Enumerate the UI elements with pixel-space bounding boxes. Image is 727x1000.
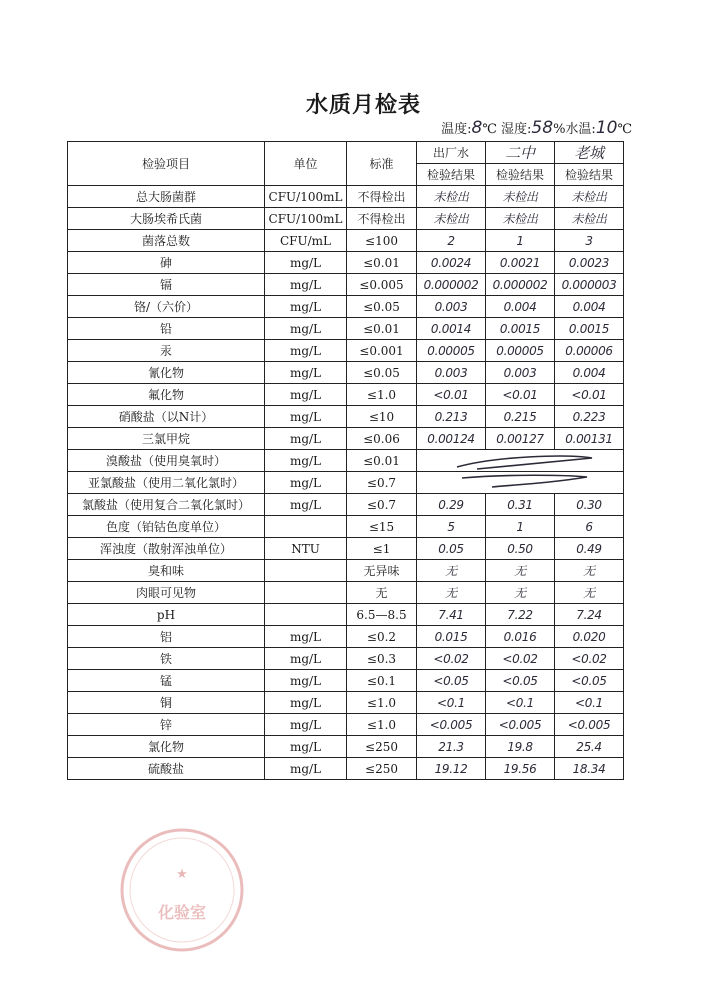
standard-cell: ≤15 — [347, 516, 417, 538]
svg-text:化验室: 化验室 — [157, 903, 207, 922]
result-cell: 0.29 — [417, 494, 486, 516]
result-cell: 1 — [486, 230, 555, 252]
standard-cell: ≤250 — [347, 736, 417, 758]
result-cell: 0.000002 — [417, 274, 486, 296]
item-cell: 浑浊度（散射浑浊单位） — [68, 538, 265, 560]
standard-cell: 无 — [347, 582, 417, 604]
result-cell: 2 — [417, 230, 486, 252]
table-row — [68, 472, 624, 494]
result-cell: 无 — [417, 560, 486, 582]
table-row — [68, 604, 624, 626]
result-cell: 0.0023 — [555, 252, 624, 274]
unit-cell: mg/L — [265, 714, 347, 736]
svg-text:★: ★ — [176, 867, 188, 882]
strike-through-mark — [417, 472, 624, 493]
header-unit: 单位 — [265, 142, 347, 186]
item-cell: 大肠埃希氏菌 — [68, 208, 265, 230]
unit-cell: mg/L — [265, 494, 347, 516]
standard-cell: ≤0.01 — [347, 450, 417, 472]
table-row — [68, 428, 624, 450]
standard-cell: ≤0.2 — [347, 626, 417, 648]
result-cell: 0.30 — [555, 494, 624, 516]
standard-cell: 不得检出 — [347, 208, 417, 230]
result-cell: <0.005 — [417, 714, 486, 736]
standard-cell: ≤0.001 — [347, 340, 417, 362]
result-cell: 5 — [417, 516, 486, 538]
result-cell: 0.0015 — [555, 318, 624, 340]
unit-cell: mg/L — [265, 428, 347, 450]
result-cell: 0.0024 — [417, 252, 486, 274]
result-cell: 0.016 — [486, 626, 555, 648]
result-cell: 无 — [555, 560, 624, 582]
unit-cell: mg/L — [265, 252, 347, 274]
table-row — [68, 274, 624, 296]
unit-cell: mg/L — [265, 318, 347, 340]
unit-cell: mg/L — [265, 692, 347, 714]
result-cell: <0.01 — [486, 384, 555, 406]
unit-cell: CFU/100mL — [265, 186, 347, 208]
standard-cell: 6.5—8.5 — [347, 604, 417, 626]
not-applicable-strike — [417, 472, 624, 494]
unit-cell: CFU/100mL — [265, 208, 347, 230]
result-cell: 0.49 — [555, 538, 624, 560]
result-cell: 21.3 — [417, 736, 486, 758]
header-result-2: 检验结果 — [486, 164, 555, 186]
item-cell: 溴酸盐（使用臭氧时） — [68, 450, 265, 472]
item-cell: 汞 — [68, 340, 265, 362]
result-cell: <0.05 — [417, 670, 486, 692]
result-cell: 3 — [555, 230, 624, 252]
weather-line — [441, 118, 632, 138]
result-cell: 18.34 — [555, 758, 624, 780]
table-row — [68, 758, 624, 780]
result-cell: 未检出 — [486, 186, 555, 208]
result-cell: <0.02 — [486, 648, 555, 670]
unit-cell: mg/L — [265, 758, 347, 780]
table-row — [68, 362, 624, 384]
water-quality-table — [67, 141, 624, 780]
result-cell: 无 — [486, 582, 555, 604]
humidity-unit: % — [553, 122, 566, 137]
result-cell: 0.015 — [417, 626, 486, 648]
item-cell: 硝酸盐（以N计） — [68, 406, 265, 428]
unit-cell: mg/L — [265, 274, 347, 296]
item-cell: 亚氯酸盐（使用二氧化氯时） — [68, 472, 265, 494]
result-cell: 0.05 — [417, 538, 486, 560]
standard-cell: ≤250 — [347, 758, 417, 780]
temperature-label: 温度: — [441, 122, 472, 137]
result-cell: 1 — [486, 516, 555, 538]
table-row — [68, 252, 624, 274]
unit-cell — [265, 516, 347, 538]
header-site-laocheng: 老城 — [555, 142, 624, 164]
item-cell: 三氯甲烷 — [68, 428, 265, 450]
result-cell: 0.004 — [555, 362, 624, 384]
result-cell: <0.01 — [417, 384, 486, 406]
result-cell: 未检出 — [417, 208, 486, 230]
item-cell: 总大肠菌群 — [68, 186, 265, 208]
standard-cell: ≤1.0 — [347, 692, 417, 714]
unit-cell — [265, 604, 347, 626]
unit-cell: NTU — [265, 538, 347, 560]
header-result-3: 检验结果 — [555, 164, 624, 186]
result-cell: 0.50 — [486, 538, 555, 560]
table-row — [68, 714, 624, 736]
item-cell: 铜 — [68, 692, 265, 714]
result-cell: 25.4 — [555, 736, 624, 758]
item-cell: 铅 — [68, 318, 265, 340]
result-cell: 0.00127 — [486, 428, 555, 450]
unit-cell: mg/L — [265, 296, 347, 318]
standard-cell: ≤0.3 — [347, 648, 417, 670]
unit-cell: mg/L — [265, 384, 347, 406]
table-row — [68, 648, 624, 670]
result-cell: 0.0014 — [417, 318, 486, 340]
item-cell: 氰化物 — [68, 362, 265, 384]
standard-cell: ≤0.7 — [347, 494, 417, 516]
result-cell: 0.00124 — [417, 428, 486, 450]
result-cell: 无 — [417, 582, 486, 604]
result-cell: 0.000003 — [555, 274, 624, 296]
standard-cell: ≤1.0 — [347, 714, 417, 736]
strike-through-mark — [417, 450, 624, 471]
unit-cell: mg/L — [265, 736, 347, 758]
unit-cell — [265, 560, 347, 582]
result-cell: 7.41 — [417, 604, 486, 626]
result-cell: <0.02 — [555, 648, 624, 670]
temperature-unit: ℃ — [482, 122, 497, 137]
unit-cell: CFU/mL — [265, 230, 347, 252]
result-cell: 未检出 — [486, 208, 555, 230]
unit-cell: mg/L — [265, 670, 347, 692]
item-cell: 镉 — [68, 274, 265, 296]
table-row — [68, 230, 624, 252]
standard-cell: ≤1 — [347, 538, 417, 560]
standard-cell: 无异味 — [347, 560, 417, 582]
table-row — [68, 384, 624, 406]
header-item: 检验项目 — [68, 142, 265, 186]
water-temperature-value: 10 — [595, 118, 618, 138]
result-cell: 无 — [555, 582, 624, 604]
table-row — [68, 318, 624, 340]
item-cell: 菌落总数 — [68, 230, 265, 252]
result-cell: 无 — [486, 560, 555, 582]
result-cell: <0.01 — [555, 384, 624, 406]
standard-cell: ≤0.05 — [347, 296, 417, 318]
result-cell: <0.05 — [486, 670, 555, 692]
unit-cell: mg/L — [265, 406, 347, 428]
result-cell: 0.00131 — [555, 428, 624, 450]
result-cell: 19.56 — [486, 758, 555, 780]
header-standard: 标准 — [347, 142, 417, 186]
table-row — [68, 494, 624, 516]
item-cell: 铬/（六价） — [68, 296, 265, 318]
water-temperature-unit: ℃ — [617, 122, 632, 137]
table-row — [68, 560, 624, 582]
humidity-value: 58 — [531, 118, 554, 138]
standard-cell: ≤0.05 — [347, 362, 417, 384]
page-title: 水质月检表 — [305, 92, 421, 118]
result-cell: 0.003 — [486, 362, 555, 384]
item-cell: 锰 — [68, 670, 265, 692]
result-cell: 0.0021 — [486, 252, 555, 274]
result-cell: <0.1 — [486, 692, 555, 714]
table-row — [68, 736, 624, 758]
unit-cell: mg/L — [265, 340, 347, 362]
standard-cell: ≤0.01 — [347, 318, 417, 340]
water-temperature-label: 水温: — [565, 122, 596, 137]
table-row — [68, 516, 624, 538]
unit-cell: mg/L — [265, 648, 347, 670]
result-cell: 19.8 — [486, 736, 555, 758]
item-cell: 色度（铂钴色度单位） — [68, 516, 265, 538]
result-cell: 未检出 — [417, 186, 486, 208]
item-cell: 硫酸盐 — [68, 758, 265, 780]
unit-cell: mg/L — [265, 362, 347, 384]
standard-cell: ≤0.1 — [347, 670, 417, 692]
result-cell: 0.223 — [555, 406, 624, 428]
table-row — [68, 406, 624, 428]
item-cell: 氯化物 — [68, 736, 265, 758]
result-cell: 19.12 — [417, 758, 486, 780]
result-cell: 0.003 — [417, 362, 486, 384]
table-row — [68, 626, 624, 648]
item-cell: pH — [68, 604, 265, 626]
result-cell: 0.00006 — [555, 340, 624, 362]
table-row — [68, 582, 624, 604]
result-cell: <0.005 — [555, 714, 624, 736]
result-cell: 未检出 — [555, 186, 624, 208]
standard-cell: 不得检出 — [347, 186, 417, 208]
result-cell: <0.005 — [486, 714, 555, 736]
item-cell: 肉眼可见物 — [68, 582, 265, 604]
standard-cell: ≤0.005 — [347, 274, 417, 296]
item-cell: 氟化物 — [68, 384, 265, 406]
item-cell: 臭和味 — [68, 560, 265, 582]
unit-cell: mg/L — [265, 626, 347, 648]
result-cell: 7.24 — [555, 604, 624, 626]
header-site-erzhong: 二中 — [486, 142, 555, 164]
result-cell: <0.05 — [555, 670, 624, 692]
result-cell: 0.215 — [486, 406, 555, 428]
table-row — [68, 208, 624, 230]
lab-seal — [112, 820, 252, 960]
not-applicable-strike — [417, 450, 624, 472]
table-row — [68, 692, 624, 714]
result-cell: 0.004 — [555, 296, 624, 318]
table-row — [68, 670, 624, 692]
header-site-outflow: 出厂水 — [417, 142, 486, 164]
table-row — [68, 450, 624, 472]
temperature-value: 8 — [471, 118, 483, 138]
standard-cell: ≤0.06 — [347, 428, 417, 450]
result-cell: 0.0015 — [486, 318, 555, 340]
result-cell: <0.1 — [555, 692, 624, 714]
standard-cell: ≤0.01 — [347, 252, 417, 274]
result-cell: 0.00005 — [417, 340, 486, 362]
result-cell: <0.1 — [417, 692, 486, 714]
result-cell: <0.02 — [417, 648, 486, 670]
result-cell: 0.00005 — [486, 340, 555, 362]
header-row-sites — [68, 142, 624, 164]
table-row — [68, 538, 624, 560]
item-cell: 砷 — [68, 252, 265, 274]
table-row — [68, 186, 624, 208]
unit-cell: mg/L — [265, 450, 347, 472]
unit-cell: mg/L — [265, 472, 347, 494]
standard-cell: ≤100 — [347, 230, 417, 252]
result-cell: 0.213 — [417, 406, 486, 428]
humidity-label: 湿度: — [501, 122, 532, 137]
result-cell: 7.22 — [486, 604, 555, 626]
result-cell: 0.31 — [486, 494, 555, 516]
item-cell: 锌 — [68, 714, 265, 736]
unit-cell — [265, 582, 347, 604]
result-cell: 0.000002 — [486, 274, 555, 296]
table-row — [68, 296, 624, 318]
standard-cell: ≤0.7 — [347, 472, 417, 494]
result-cell: 0.004 — [486, 296, 555, 318]
header-result-1: 检验结果 — [417, 164, 486, 186]
standard-cell: ≤10 — [347, 406, 417, 428]
item-cell: 氯酸盐（使用复合二氧化氯时） — [68, 494, 265, 516]
item-cell: 铁 — [68, 648, 265, 670]
table-row — [68, 340, 624, 362]
result-cell: 6 — [555, 516, 624, 538]
result-cell: 0.003 — [417, 296, 486, 318]
result-cell: 未检出 — [555, 208, 624, 230]
result-cell: 0.020 — [555, 626, 624, 648]
standard-cell: ≤1.0 — [347, 384, 417, 406]
item-cell: 铝 — [68, 626, 265, 648]
